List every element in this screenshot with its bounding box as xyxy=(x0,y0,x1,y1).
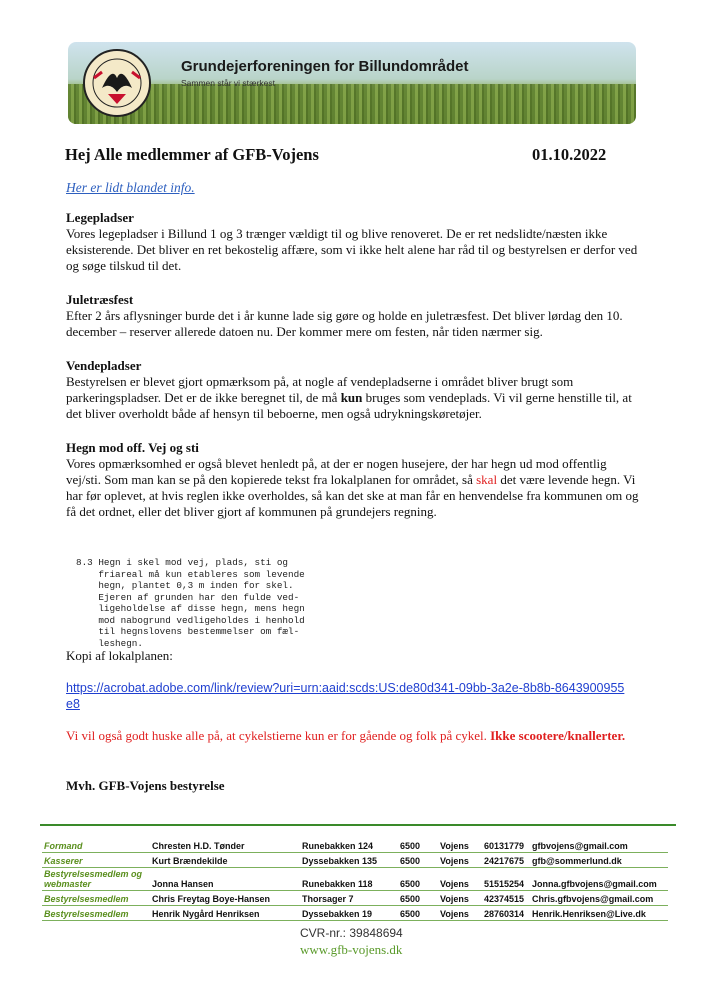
board-email: Chris.gfbvojens@gmail.com xyxy=(530,891,668,906)
board-zip: 6500 xyxy=(398,891,438,906)
section-text: Vores legepladser i Billund 1 og 3 trænger vældigt til og blive renoveret. De er ret nedslidte/næsten ikke eksisterende. Det bliver en ret bekostelig affære, som vi ikke helt alene har råd til og bestyrelsen er derfor ved og søge tilskud til det. xyxy=(66,226,638,273)
lokalplan-link[interactable]: https://acrobat.adobe.com/link/review?uri=urn:aaid:scds:US:de80d341-09bb-3a2e-8b8b-8643900955e8 xyxy=(66,681,625,711)
board-email: gfb@sommerlund.dk xyxy=(530,853,668,868)
association-logo xyxy=(82,48,152,118)
board-address: Dyssebakken 135 xyxy=(300,853,398,868)
banner-subtitle: Sammen står vi stærkest xyxy=(181,78,275,88)
section-text: Bestyrelsen er blevet gjort opmærksom på, at nogle af vendepladserne i området bliver brugt som parkeringspladser. Det er de ikke beregnet til, de må kun bruges som vendeplads. Vi vil gerne henstille til, at det bliver overholdt både af hensyn til beboerne, men også udrykningskøretøjer. xyxy=(66,374,632,421)
signature: Mvh. GFB-Vojens bestyrelse xyxy=(66,778,225,793)
banner-title: Grundejerforeningen for Billundområdet xyxy=(181,58,469,75)
board-address: Runebakken 118 xyxy=(300,868,398,891)
board-email: Henrik.Henriksen@Live.dk xyxy=(530,906,668,921)
board-zip: 6500 xyxy=(398,906,438,921)
reminder-text: Vi vil også godt huske alle på, at cykelstierne kun er for gående og folk på cykel. Ikke scootere/knallerter. xyxy=(66,728,626,743)
board-row xyxy=(42,868,668,891)
board-phone: 24217675 xyxy=(482,853,530,868)
intro-text: Her er lidt blandet info. xyxy=(66,180,195,195)
board-role: Formand xyxy=(42,838,150,853)
section-legepladser xyxy=(66,210,641,274)
cvr-number: CVR-nr.: 39848694 xyxy=(300,926,403,940)
board-address: Runebakken 124 xyxy=(300,838,398,853)
letter-heading: Hej Alle medlemmer af GFB-Vojens xyxy=(65,145,319,164)
board-role: Kasserer xyxy=(42,853,150,868)
board-row xyxy=(42,906,668,921)
website-text: www.gfb-vojens.dk xyxy=(300,942,403,957)
board-role: Bestyrelsesmedlem og webmaster xyxy=(42,868,150,891)
board-phone: 60131779 xyxy=(482,838,530,853)
section-title: Legepladser xyxy=(66,210,134,225)
board-city: Vojens xyxy=(438,868,482,891)
board-name: Chris Freytag Boye-Hansen xyxy=(150,891,300,906)
board-email: gfbvojens@gmail.com xyxy=(530,838,668,853)
section-text: Vores opmærksomhed er også blevet henledt på, at der er nogen husejere, der har hegn ud mod offentlig vej/sti. Som man kan se på den kopierede tekst fra lokalplanen for området, så skal det være levende hegn. Vi har før oplevet, at hvis reglen ikke overholdes, så kan det ske at man får en henvendelse fra kommunen om og få det ordnet, eller det bliver gjort af kommunen på grundejers regning. xyxy=(66,456,639,519)
board-zip: 6500 xyxy=(398,868,438,891)
section-title: Juletræsfest xyxy=(66,292,134,307)
board-row xyxy=(42,891,668,906)
board-row xyxy=(42,838,668,853)
board-city: Vojens xyxy=(438,853,482,868)
kopi-label: Kopi af lokalplanen: xyxy=(66,648,173,663)
board-row xyxy=(42,853,668,868)
board-zip: 6500 xyxy=(398,838,438,853)
board-city: Vojens xyxy=(438,891,482,906)
board-address: Thorsager 7 xyxy=(300,891,398,906)
board-phone: 28760314 xyxy=(482,906,530,921)
board-name: Chresten H.D. Tønder xyxy=(150,838,300,853)
board-name: Jonna Hansen xyxy=(150,868,300,891)
board-zip: 6500 xyxy=(398,853,438,868)
board-name: Kurt Brændekilde xyxy=(150,853,300,868)
board-address: Dyssebakken 19 xyxy=(300,906,398,921)
header-banner xyxy=(68,42,636,124)
board-role: Bestyrelsesmedlem xyxy=(42,891,150,906)
board-phone: 42374515 xyxy=(482,891,530,906)
board-phone: 51515254 xyxy=(482,868,530,891)
board-email: Jonna.gfbvojens@gmail.com xyxy=(530,868,668,891)
letter-date: 01.10.2022 xyxy=(532,145,607,164)
section-vendepladser xyxy=(66,358,641,422)
board-role: Bestyrelsesmedlem xyxy=(42,906,150,921)
board-name: Henrik Nygård Henriksen xyxy=(150,906,300,921)
board-city: Vojens xyxy=(438,906,482,921)
section-title: Hegn mod off. Vej og sti xyxy=(66,440,199,455)
banner-grass-image xyxy=(68,84,636,124)
footer-divider xyxy=(40,824,676,826)
section-text: Efter 2 års aflysninger burde det i år kunne lade sig gøre og holde en juletræsfest. Det bliver lørdag den 10. december – reserver allerede datoen nu. Der kommer mere om festen, når tiden nærmer sig. xyxy=(66,308,623,339)
section-hegn xyxy=(66,440,641,520)
section-juletraesfest xyxy=(66,292,641,340)
board-table xyxy=(42,838,668,921)
section-title: Vendepladser xyxy=(66,358,142,373)
board-city: Vojens xyxy=(438,838,482,853)
lokalplan-quote: 8.3 Hegn i skel mod vej, plads, sti og friareal må kun etableres som levende hegn, plantet 0,3 m inden for skel. Ejeren af grunden har den fulde ved- ligeholdelse af disse hegn, mens hegn mod nabogrund vedligeholdes i henhold til hegnslovens bestemmelser om fæl- leshegn. xyxy=(76,557,305,649)
